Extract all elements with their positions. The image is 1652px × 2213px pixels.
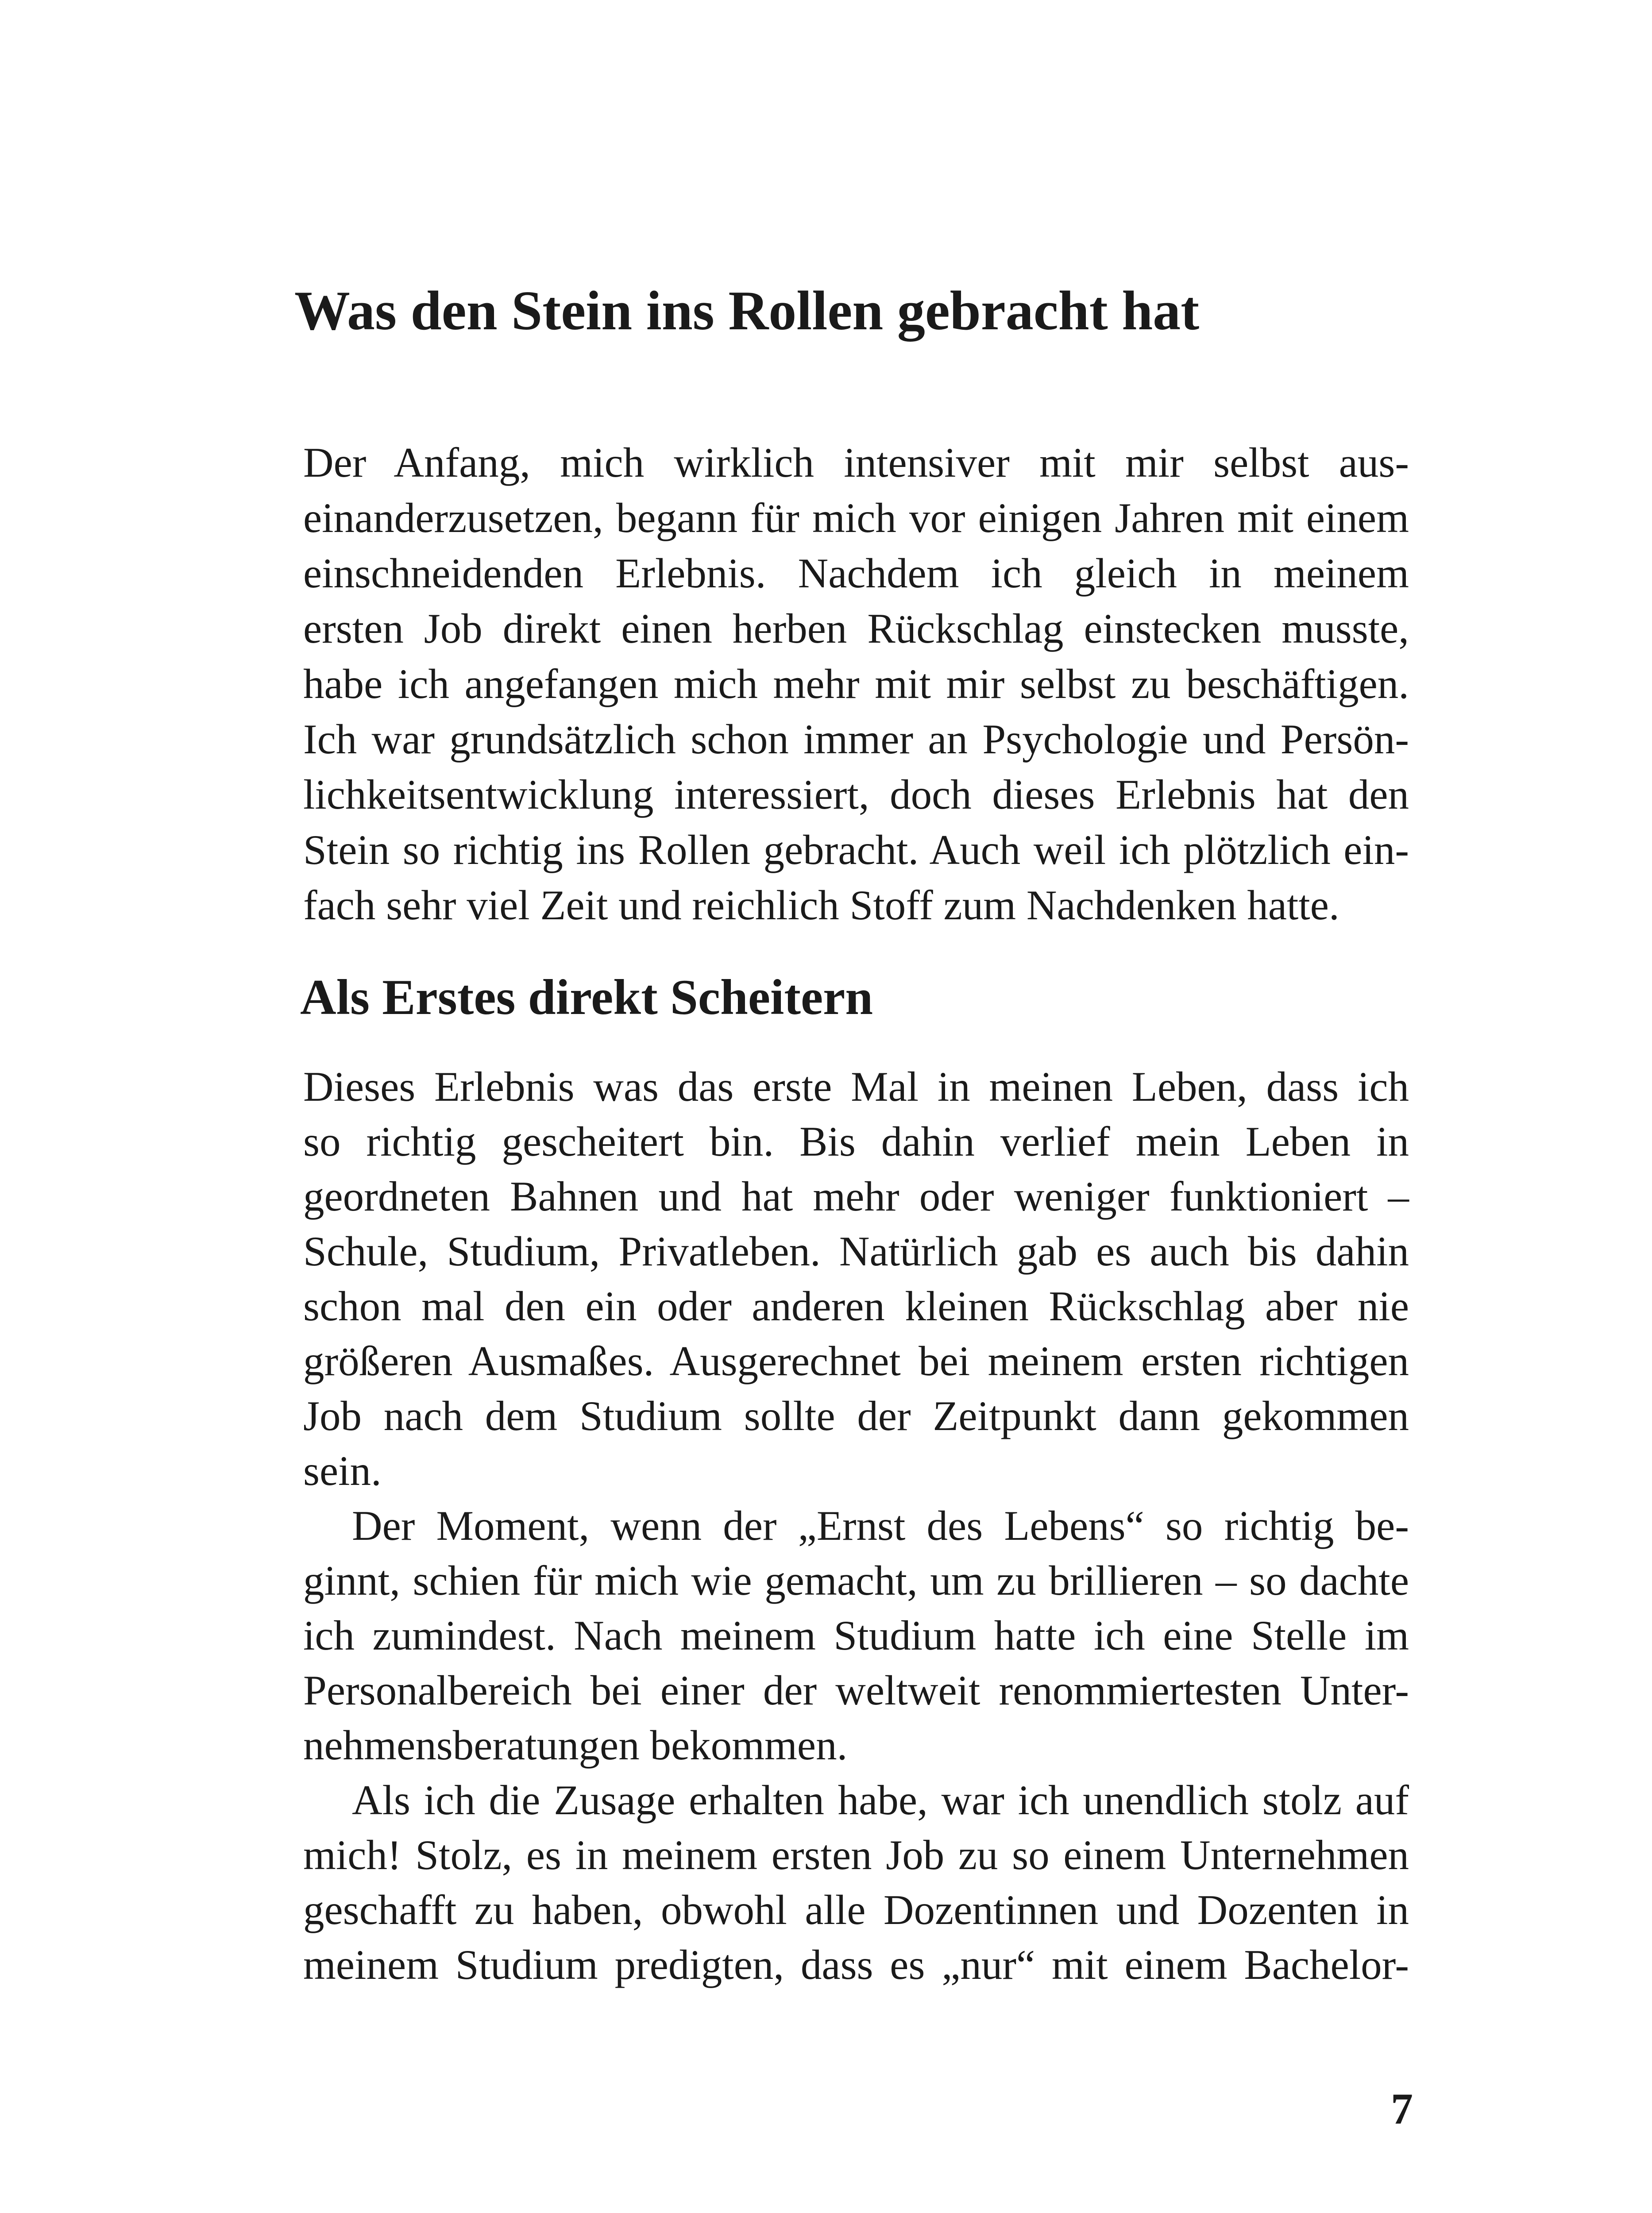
text-line: nehmensberatungen bekommen.: [303, 1722, 848, 1769]
text-line: größeren Ausmaßes. Ausgerechnet bei meinem ersten richtigen: [303, 1338, 1409, 1384]
text-line: sein.: [303, 1447, 382, 1494]
text-line: Der Anfang, mich wirklich intensiver mit mir selbst aus-: [303, 439, 1409, 486]
text-line: einschneidenden Erlebnis. Nachdem ich gleich in meinem: [303, 550, 1409, 597]
text-line: Dieses Erlebnis was das erste Mal in meinen Leben, dass ich: [303, 1063, 1409, 1110]
text-line: Der Moment, wenn der „Ernst des Lebens“ so richtig be-: [352, 1502, 1409, 1549]
page-number: 7: [1391, 2084, 1413, 2133]
text-line: Job nach dem Studium sollte der Zeitpunkt dann gekommen: [303, 1392, 1409, 1439]
text-line: Als ich die Zusage erhalten habe, war ich unendlich stolz auf: [352, 1777, 1409, 1824]
text-line: lichkeitsentwicklung interessiert, doch dieses Erlebnis hat den: [303, 771, 1409, 818]
text-line: ersten Job direkt einen herben Rückschlag einstecken musste,: [303, 605, 1409, 652]
text-line: habe ich angefangen mich mehr mit mir selbst zu beschäftigen.: [303, 660, 1409, 707]
text-line: Ich war grundsätzlich schon immer an Psychologie und Persön-: [303, 716, 1409, 763]
chapter-title: Was den Stein ins Rollen gebracht hat: [294, 280, 1200, 342]
text-line: ich zumindest. Nach meinem Studium hatte ich eine Stelle im: [303, 1612, 1409, 1659]
text-line: so richtig gescheitert bin. Bis dahin verlief mein Leben in: [303, 1118, 1409, 1165]
text-line: meinem Studium predigten, dass es „nur“ mit einem Bachelor-: [303, 1941, 1409, 1988]
text-line: einanderzusetzen, begann für mich vor einigen Jahren mit einem: [303, 494, 1409, 541]
text-line: geschafft zu haben, obwohl alle Dozentinnen und Dozenten in: [303, 1886, 1409, 1933]
section-heading: Als Erstes direkt Scheitern: [300, 970, 873, 1025]
text-line: Schule, Studium, Privatleben. Natürlich gab es auch bis dahin: [303, 1228, 1409, 1275]
text-line: Personalbereich bei einer der weltweit renommiertesten Unter-: [303, 1667, 1409, 1714]
text-line: mich! Stolz, es in meinem ersten Job zu so einem Unternehmen: [303, 1831, 1409, 1878]
text-line: ginnt, schien für mich wie gemacht, um zu brillieren – so dachte: [303, 1557, 1409, 1604]
text-line: schon mal den ein oder anderen kleinen Rückschlag aber nie: [303, 1283, 1409, 1330]
text-line: fach sehr viel Zeit und reichlich Stoff zum Nachdenken hatte.: [303, 882, 1339, 929]
text-line: geordneten Bahnen und hat mehr oder weniger funktioniert –: [303, 1173, 1409, 1220]
text-line: Stein so richtig ins Rollen gebracht. Auch weil ich plötzlich ein-: [303, 826, 1409, 873]
